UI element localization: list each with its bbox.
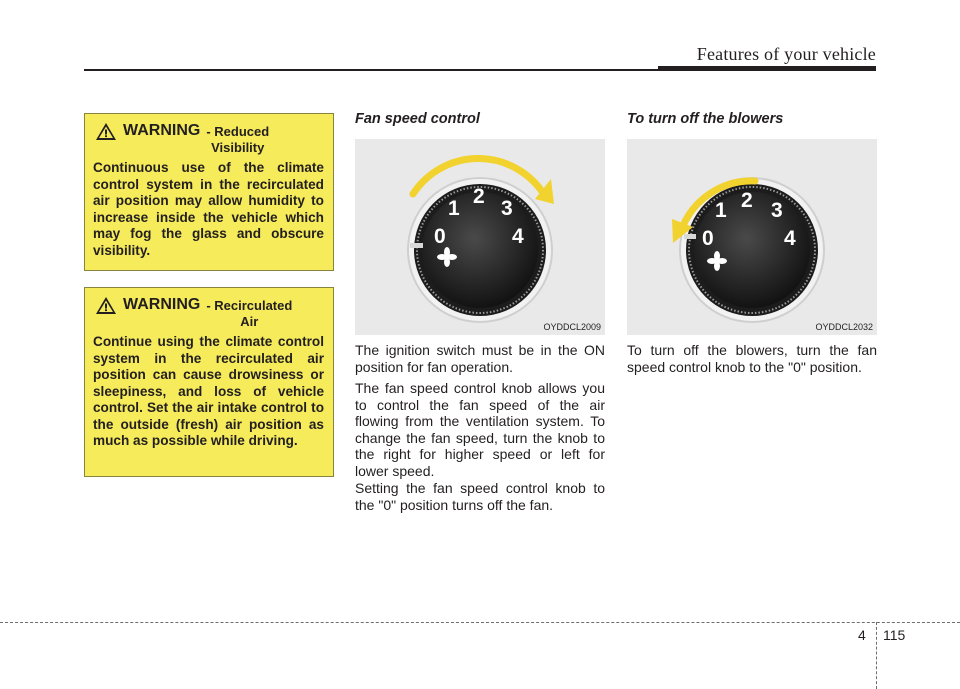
knob-indicator <box>684 234 696 239</box>
knob-label: 3 <box>771 199 783 222</box>
warning-subtitle <box>206 122 269 155</box>
footer-dashed-rule <box>0 622 960 623</box>
warning-triangle-icon <box>95 296 117 315</box>
figure-fan-speed-knob <box>355 139 605 335</box>
section-title-blowers-off: To turn off the blowers <box>627 111 784 127</box>
knob-label: 1 <box>448 197 460 220</box>
warning-body: Continue using the climate control system in the recirculated air position can cause drowsiness or sleepiness, and loss of vehicle control. Set the air intake control to the outside (fresh) air position as much as possible while driving. <box>93 334 324 448</box>
warning-subtitle-line2: Visibility <box>211 139 265 155</box>
knob-label: 4 <box>784 227 796 250</box>
knob-label: 0 <box>434 225 446 248</box>
figure-blowers-off-knob <box>627 139 877 335</box>
chapter-number: 4 <box>858 627 866 643</box>
warning-box-reduced-visibility <box>84 113 334 271</box>
knob-label: 2 <box>473 185 485 208</box>
paragraph: The fan speed control knob allows you to control the fan speed of the air flowing from the ventilation system. To change the fan speed, turn the knob to the right for higher speed or left for lower speed. <box>355 380 605 479</box>
warning-body: Continuous use of the climate control system in the recirculated air position may allow humidity to increase inside the vehicle which may fog the glass and obscure visibility. <box>93 160 324 258</box>
warning-triangle-icon <box>95 122 117 141</box>
knob-label: 0 <box>702 227 714 250</box>
warning-subtitle-line1: - Reduced <box>206 124 270 139</box>
paragraph: To turn off the blowers, turn the fan speed control knob to the "0" position. <box>627 342 877 375</box>
footer-dashed-divider <box>876 622 877 689</box>
knob-label: 1 <box>715 199 727 222</box>
warning-heading <box>93 122 324 155</box>
header-rule-accent <box>658 66 876 71</box>
knob-label: 3 <box>501 197 513 220</box>
page-header-title: Features of your vehicle <box>696 44 876 64</box>
page-number: 115 <box>883 627 906 643</box>
figure-code: OYDDCL2009 <box>543 322 601 332</box>
warning-subtitle <box>206 296 292 329</box>
paragraph: Setting the fan speed control knob to the "0" position turns off the fan. <box>355 480 605 513</box>
figure-code: OYDDCL2032 <box>815 322 873 332</box>
knob-label: 4 <box>512 225 524 248</box>
paragraph: The ignition switch must be in the ON position for fan operation. <box>355 342 605 375</box>
warning-label: WARNING <box>123 296 201 313</box>
warning-heading <box>93 296 324 329</box>
fan-knob-off-illustration <box>627 139 877 335</box>
warning-box-recirculated-air <box>84 287 334 477</box>
warning-label: WARNING <box>123 122 201 139</box>
fan-knob-illustration <box>355 139 605 335</box>
knob-indicator <box>410 243 423 248</box>
section-title-fan-speed: Fan speed control <box>355 111 480 127</box>
warning-subtitle-line1: - Recirculated <box>206 298 293 313</box>
warning-subtitle-line2: Air <box>240 313 259 329</box>
knob-label: 2 <box>741 189 753 212</box>
